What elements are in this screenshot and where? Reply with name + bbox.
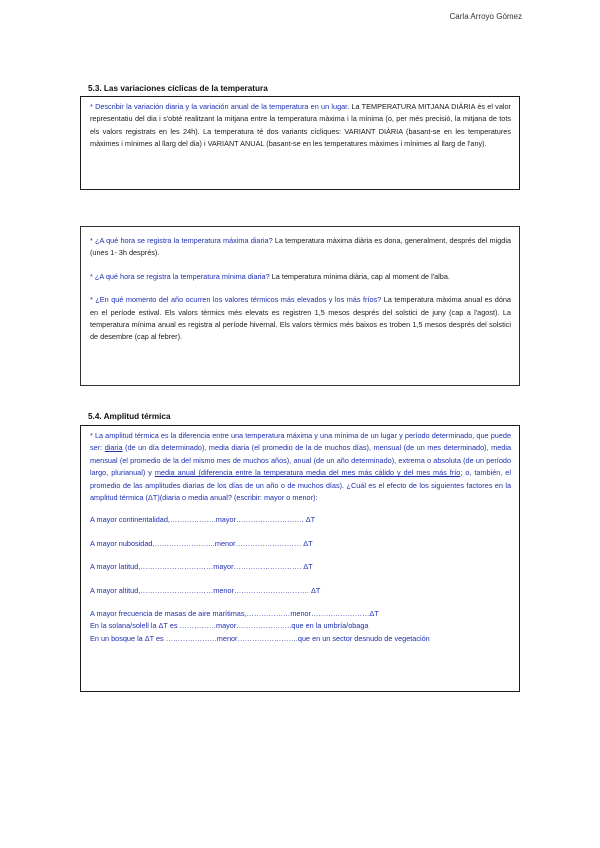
question-temp-maxima: * ¿A qué hora se registra la temperatura máxima diaria? [90,236,273,245]
section-title-amplitud: 5.4. Amplitud térmica [88,412,171,421]
answer-temp-minima: La temperatura mínima diària, cap al moment de l'alba. [271,271,450,281]
q2-paragraph [90,271,511,283]
answer-variacion: La TEMPERATURA MITJANA DIÀRIA és el valor representatiu del dia i s'obté realitzant la mitjana entre la temperatura màxima i la mínima (o, per més precisió, la mitjana de tots els valors registrats en les 24h). La temperatura té dos variants cícliques: VARIANT DIÀRIA (basant-se en les temperatures màximes i mínimes al llarg del dia) i VARIANT ANUAL (basant-se en les temperatures màximes i mínimes al llarg de l'any). [90,102,511,149]
question-variacion: * Describir la variación diaria y la variación anual de la temperatura en un lugar. [90,102,350,111]
factor-line-solana: En la solana/solell la ΔT es ……………mayor…………………..que en la umbría/obaga [90,621,369,631]
diaria-underlined: diaria [104,443,123,453]
factor-line-nubosidad: A mayor nubosidad,…………………….menor……………………… ΔT [90,538,313,548]
factor-line-latitud: A mayor latitud,…………………………mayor………………………. ΔT [90,562,313,572]
answer-valores-termicos: La temperatura màxima anual es dóna en el període estival. Els valors tèrmics més elevats es registren 1,5 mesos després del solstici de juny (cap a l'agost). La temperatura mínima anual es registra al període hivernal. Els valors tèrmics més baixos es troben 1,5 mesos després del solstici de desembre (cap al febrer). [90,295,511,342]
answer-box-amplitud [80,425,520,692]
intro-part-b: (de un día determinado), media diaria (el promedio de la de muchos días), mensual (de un mes determinado), media mensual (el promedio de la del mismo mes de muchos años), anual (de un año determinado), extrema o absoluta (de un período largo, plurianual) y [90,443,511,478]
author-name: Carla Arroyo Gómez [449,12,522,21]
answer-box-variacion [80,96,520,190]
section-title-variaciones: 5.3. Las variaciones cíclicas de la temperatura [88,84,268,93]
question-temp-minima: * ¿A qué hora se registra la temperatura mínima diaria? [90,271,270,281]
factor-line-continentalidad: A mayor continentalidad,……………….mayor………………………. ΔT [90,515,316,525]
answer-box-horas [80,226,520,386]
amplitud-intro [90,430,511,504]
factor-line-bosque: En un bosque la ΔT es …………………menor…………………….que en un sector desnudo de vegetación [90,633,430,643]
question-valores-termicos: * ¿En qué momento del año ocurren los valores térmicos más elevados y los más fríos? [90,295,382,305]
media-anual-underlined: media anual (diferencia entre la temperatura media del mes más cálido y del mes más frío [154,468,461,478]
answer-temp-maxima: La temperatura màxima diària es dona, generalment, després del migdia (unes 1- 3h després). [90,236,512,258]
factor-line-maritimas: A mayor frecuencia de masas de aire marítimas,………………menor……………………ΔT [90,609,379,619]
variacion-paragraph [90,101,511,151]
q1-paragraph [90,235,511,260]
factor-line-altitud: A mayor altitud,…………………………menor…………………………. ΔT [90,585,321,595]
intro-part-a: * La amplitud térmica es la diferencia entre una temperatura máxima y una mínima de un lugar y período determinado, que puede ser: [90,431,511,453]
q3-paragraph [90,294,511,344]
intro-part-c: ; o, también, el promedio de las amplitudes diarias de los días de un año o de muchos días). ¿Cuál es el efecto de los siguientes factores en la amplitud térmica (ΔT)(diaria o media anual? (escribir: mayor o menor): [90,468,511,503]
